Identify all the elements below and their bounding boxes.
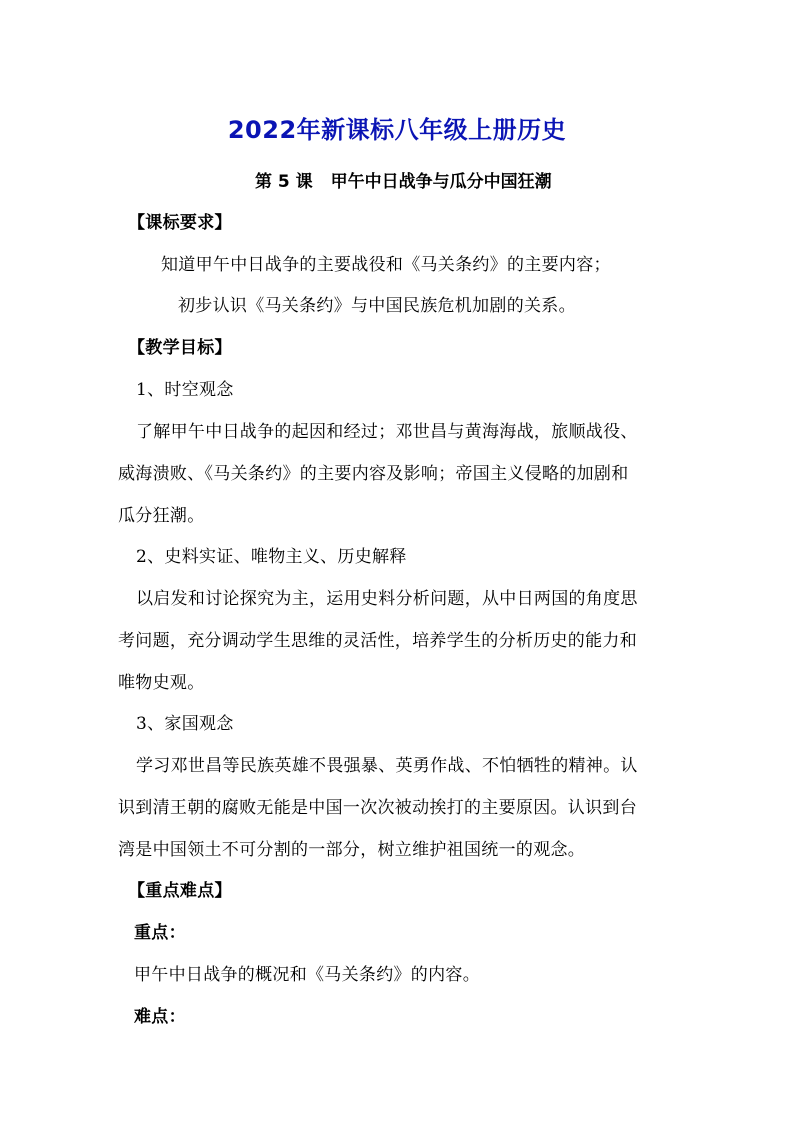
- objective-text-line: 唯物史观。: [118, 673, 205, 693]
- curriculum-line: 初步认识《马关条约》与中国民族危机加剧的关系。: [178, 296, 576, 316]
- objective-text-line: 瓜分狂潮。: [118, 506, 205, 526]
- objective-text-line: 湾是中国领土不可分割的一部分，树立维护祖国统一的观念。: [118, 840, 586, 860]
- objective-text-line: 了解甲午中日战争的起因和经过；邓世昌与黄海海战，旅顺战役、: [136, 422, 638, 442]
- curriculum-line: 知道甲午中日战争的主要战役和《马关条约》的主要内容；: [161, 255, 611, 275]
- lesson-subtitle: [255, 171, 552, 193]
- objective-label-homeland: 3、家国观念: [136, 714, 234, 734]
- document-title: 2022年新课标八年级上册历史: [227, 116, 567, 144]
- objective-text-line: 威海溃败、《马关条约》的主要内容及影响；帝国主义侵略的加剧和: [118, 464, 629, 484]
- key-point-text: 甲午中日战争的概况和《马关条约》的内容。: [134, 965, 480, 985]
- objective-text-line: 考问题，充分调动学生思维的灵活性，培养学生的分析历史的能力和: [118, 631, 637, 651]
- section-heading-curriculum: 【课标要求】: [128, 213, 232, 233]
- objective-label-space-time: 1、时空观念: [136, 380, 234, 400]
- objective-label-evidence: 2、史料实证、唯物主义、历史解释: [136, 547, 407, 567]
- difficult-point-label: 难点：: [134, 1007, 186, 1027]
- key-point-label: 重点：: [134, 923, 186, 943]
- objective-text-line: 以启发和讨论探究为主，运用史料分析问题，从中日两国的角度思: [136, 589, 638, 609]
- lesson-number: 第 5 课: [255, 172, 313, 192]
- section-heading-key-points: 【重点难点】: [128, 881, 232, 901]
- objective-text-line: 学习邓世昌等民族英雄不畏强暴、英勇作战、不怕牺牲的精神。认: [136, 756, 638, 776]
- objective-text-line: 识到清王朝的腐败无能是中国一次次被动挨打的主要原因。认识到台: [118, 798, 637, 818]
- section-heading-objectives: 【教学目标】: [128, 338, 232, 358]
- lesson-title: 甲午中日战争与瓜分中国狂潮: [330, 172, 552, 192]
